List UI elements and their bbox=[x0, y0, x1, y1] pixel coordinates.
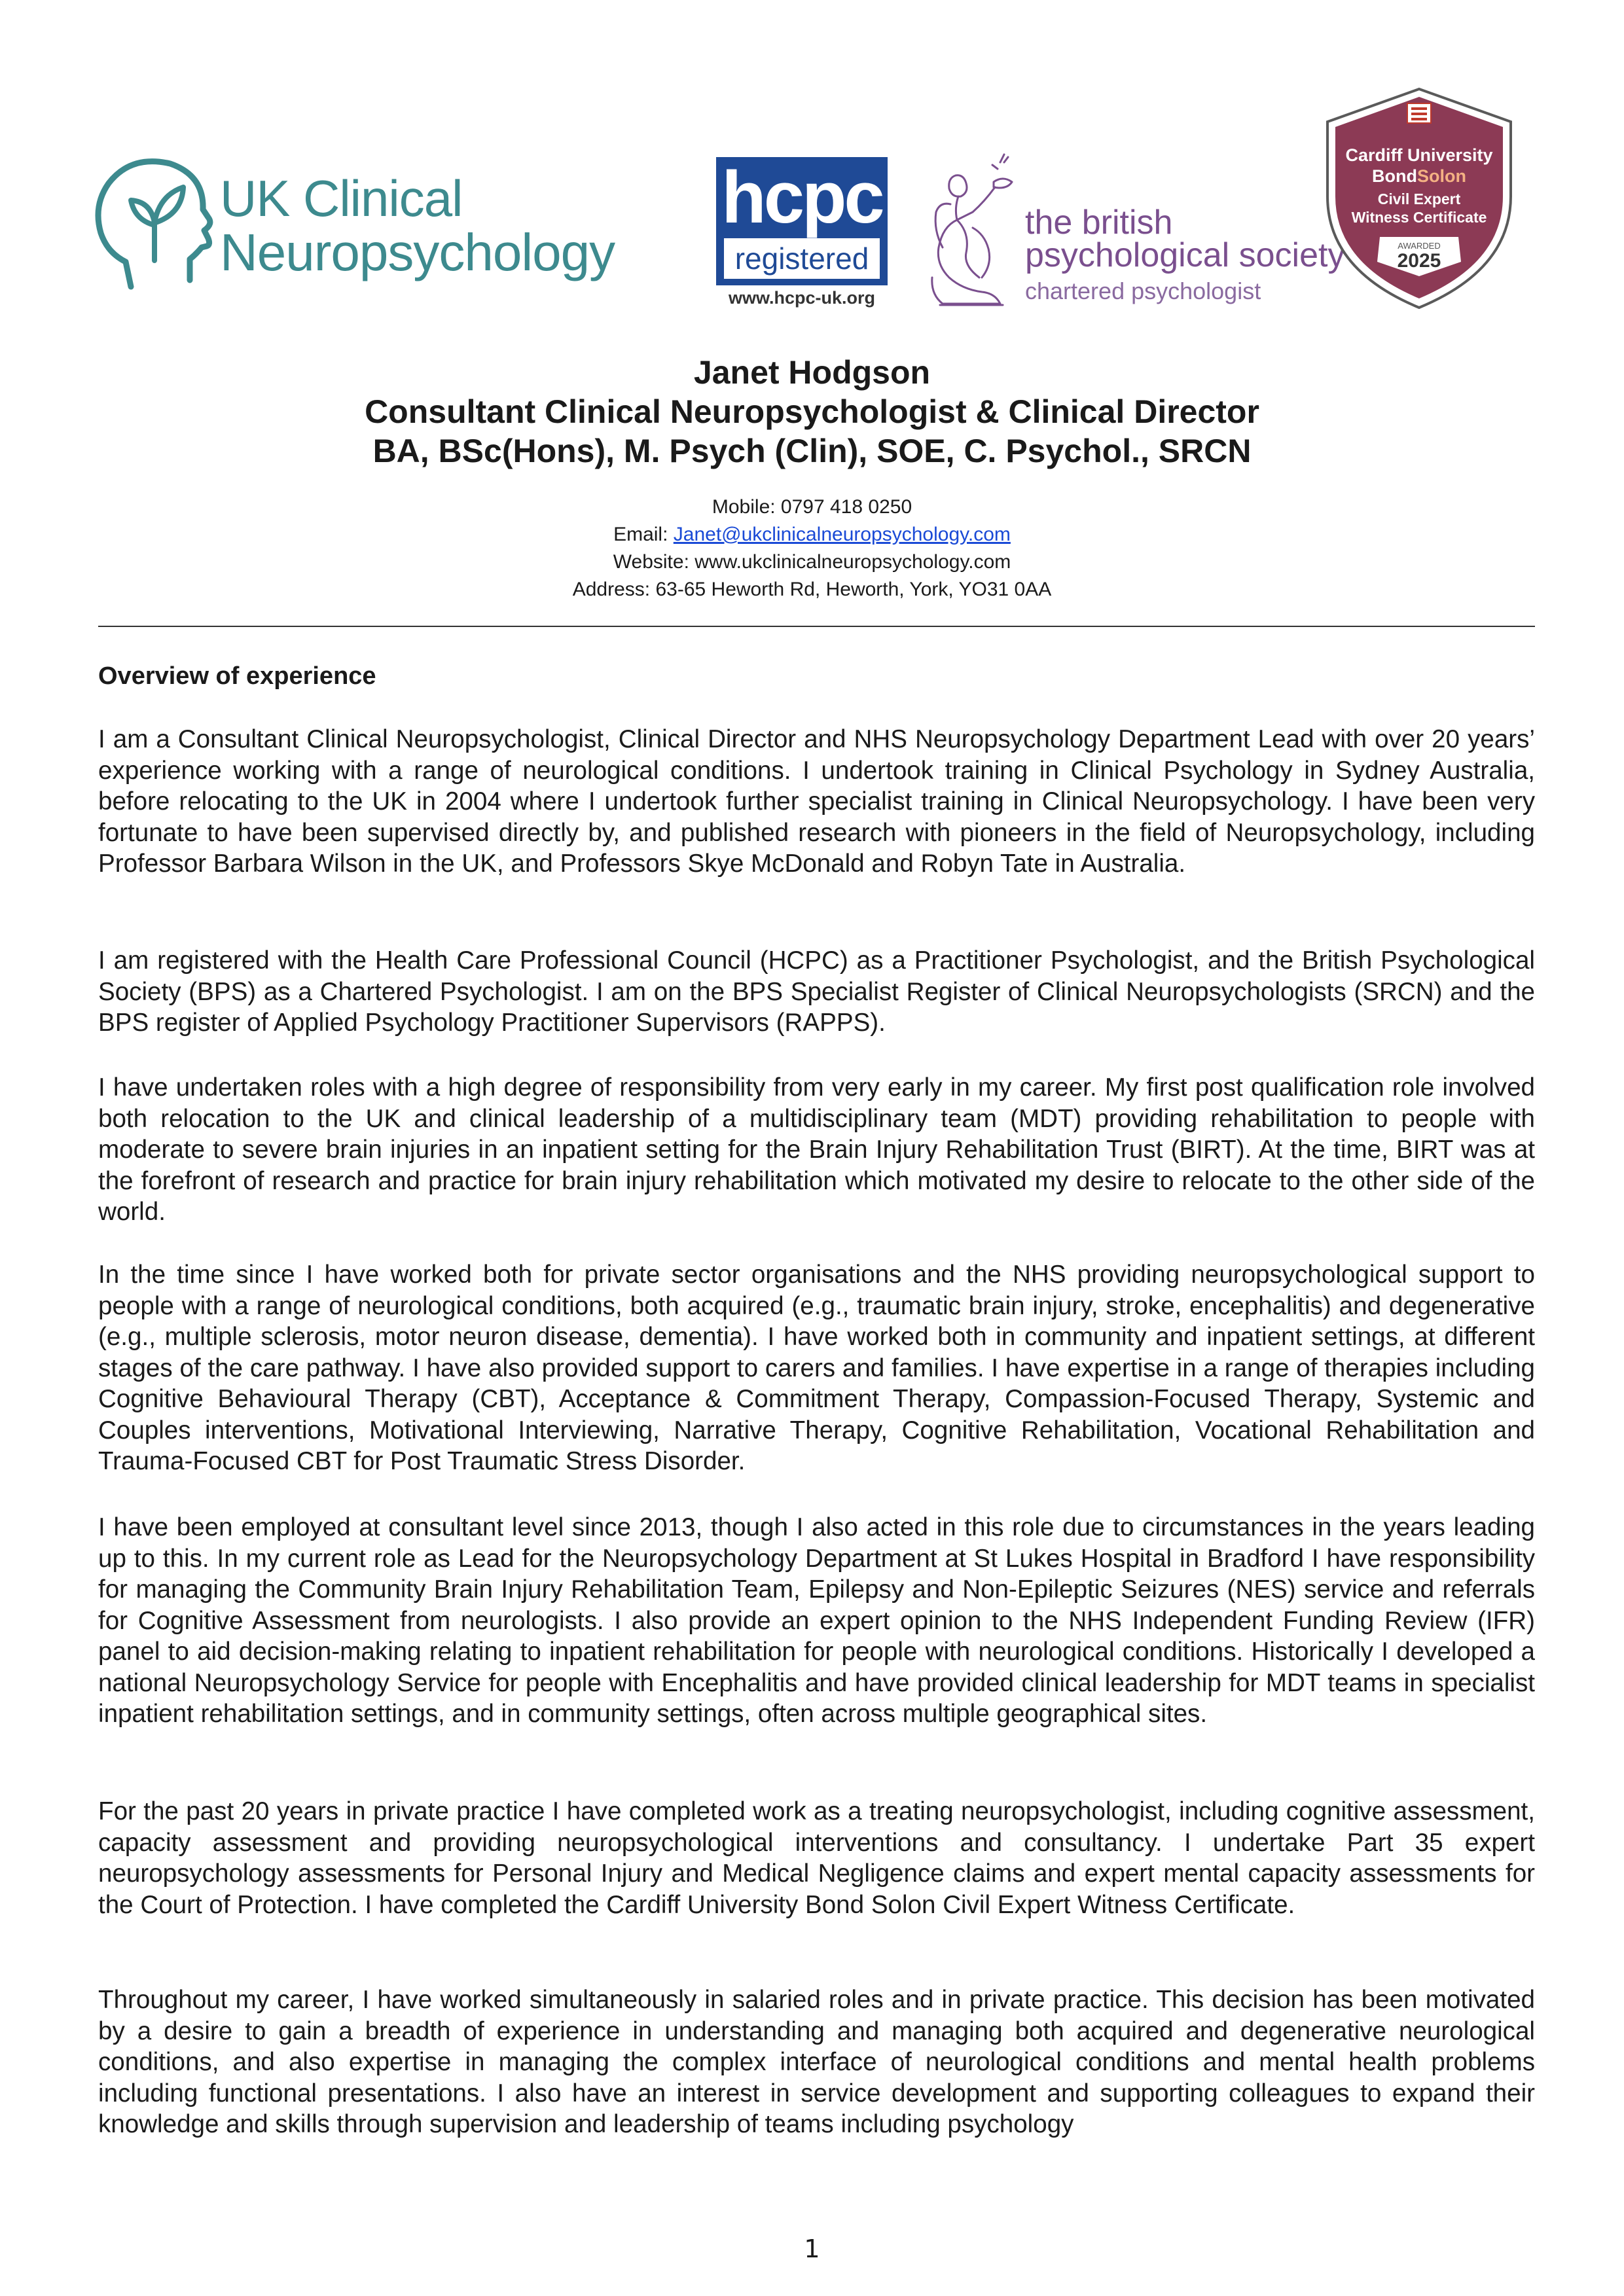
hcpc-registered-logo bbox=[716, 157, 888, 314]
hcpc-logo-registered: registered bbox=[724, 238, 880, 279]
overview-paragraph: I am a Consultant Clinical Neuropsychologist, Clinical Director and NHS Neuropsychology Department Lead with over 20 years’ experience working with a range of neurological conditions. I undertook training in Clinical Psychology in Sydney Australia, before relocating to the UK in 2004 where I undertook further specialist training in Clinical Neuropsychology. I have been very fortunate to have been supervised directly by, and published research with pioneers in the field of Neuropsychology, including Professor Barbara Wilson in the UK, and Professors Skye McDonald and Robyn Tate in Australia. bbox=[98, 725, 1535, 878]
psyche-figure-icon bbox=[916, 149, 1021, 313]
address-label: Address: bbox=[572, 579, 656, 600]
contact-address bbox=[0, 579, 1624, 601]
website-url: www.ukclinicalneuropsychology.com bbox=[695, 551, 1011, 573]
address-value: 63-65 Heworth Rd, Heworth, York, YO31 0AA bbox=[655, 579, 1052, 600]
uk-clinical-logo-line1: UK Clinical bbox=[220, 170, 463, 227]
contact-mobile bbox=[0, 496, 1624, 518]
website-label: Website: bbox=[613, 551, 695, 573]
cardiff-badge-year: 2025 bbox=[1397, 250, 1441, 272]
contact-email bbox=[0, 524, 1624, 546]
overview-paragraph: I have undertaken roles with a high degree of responsibility from very early in my career. My first post qualification role involved both relocation to the UK and clinical leadership of a multidisciplinary team (MDT) providing rehabilitation to people with moderate to severe brain injuries in an inpatient setting for the Brain Injury Rehabilitation Trust (BIRT). At the time, BIRT was at the forefront of research and practice for brain injury rehabilitation which motivated my desire to relocate to the other side of the world. bbox=[98, 1073, 1535, 1226]
head-sprout-icon bbox=[92, 149, 229, 293]
uk-clinical-logo-line2: Neuropsychology bbox=[220, 223, 615, 281]
cardiff-badge-line3: Civil Expert bbox=[1377, 190, 1461, 207]
cardiff-badge-line4: Witness Certificate bbox=[1351, 209, 1487, 226]
header-divider bbox=[98, 626, 1535, 627]
overview-paragraph: I have been employed at consultant level since 2013, though I also acted in this role due to circumstances in the years leading up to this. In my current role as Lead for the Neuropsychology Department at St Lukes Hospital in Bradford I have responsibility for managing the Community Brain Injury Rehabilitation Team, Epilepsy and Non-Epileptic Seizures (NES) service and referrals for Cognitive Assessment from neurologists. I also provide an expert opinion to the NHS Independent Funding Review (IFR) panel to aid decision-making relating to inpatient rehabilitation for people with neurological conditions. Historically I developed a national Neuropsychology Service for people with Encephalitis and have provided clinical leadership for MDT teams in specialist inpatient rehabilitation settings, and in community settings, often across multiple geographical sites. bbox=[98, 1513, 1535, 1728]
practitioner-name: Janet Hodgson bbox=[693, 354, 931, 391]
practitioner-title: Consultant Clinical Neuropsychologist & Clinical Director bbox=[365, 393, 1259, 430]
email-label: Email: bbox=[613, 524, 674, 545]
bps-logo-line1: the british bbox=[1025, 204, 1173, 242]
hcpc-logo-box bbox=[716, 157, 888, 285]
uk-clinical-neuropsychology-logo bbox=[92, 149, 615, 293]
cardiff-bond-solon-badge bbox=[1321, 85, 1517, 311]
cardiff-badge-bond: Bond bbox=[1372, 166, 1417, 186]
cardiff-badge-solon: Solon bbox=[1416, 166, 1466, 186]
mobile-label: Mobile: bbox=[712, 496, 781, 518]
overview-paragraph: For the past 20 years in private practice I have completed work as a treating neuropsychologist, including cognitive assessment, capacity assessment and providing neuropsychological interventions and consultancy. I undertake Part 35 expert neuropsychology assessments for Personal Injury and Medical Negligence claims and expert mental capacity assessments for the Court of Protection. I have completed the Cardiff University Bond Solon Civil Expert Witness Certificate. bbox=[98, 1797, 1535, 1919]
overview-paragraph: Throughout my career, I have worked simultaneously in salaried roles and in private practice. This decision has been motivated by a desire to gain a breadth of experience in understanding and managing both acquired and degenerative neurological conditions, and also expertise in managing the complex interface of neurological conditions and mental health problems including functional presentations. I also have an interest in service development and supporting colleagues to expand their knowledge and skills through supervision and leadership of teams including psychology bbox=[98, 1986, 1535, 2138]
svg-text:BondSolon bbox=[1372, 166, 1466, 186]
email-link[interactable]: Janet@ukclinicalneuropsychology.com bbox=[673, 524, 1011, 545]
overview-paragraph: I am registered with the Health Care Professional Council (HCPC) as a Practitioner Psychologist, and the British Psychological Society (BPS) as a Chartered Psychologist. I am on the BPS Specialist Register of Clinical Neuropsychologists (SRCN) and the BPS register of Applied Psychology Practitioner Supervisors (RAPPS). bbox=[98, 946, 1535, 1037]
mobile-number: 0797 418 0250 bbox=[780, 496, 912, 518]
hcpc-logo-url: www.hcpc-uk.org bbox=[728, 288, 875, 308]
page-number: 1 bbox=[804, 2234, 820, 2263]
bps-logo-line3: chartered psychologist bbox=[1025, 278, 1261, 304]
practitioner-qualifications: BA, BSc(Hons), M. Psych (Clin), SOE, C. Psychol., SRCN bbox=[372, 433, 1252, 469]
cardiff-badge-line1: Cardiff University bbox=[1345, 145, 1493, 165]
overview-paragraph: In the time since I have worked both for private sector organisations and the NHS providing neuropsychological support to people with a range of neurological conditions, both acquired (e.g., traumatic brain injury, stroke, encephalitis) and degenerative (e.g., multiple sclerosis, motor neuron disease, dementia). I have worked both in community and inpatient settings, at different stages of the care pathway. I have also provided support to carers and families. I have expertise in a range of therapies including Cognitive Behavioural Therapy (CBT), Acceptance & Commitment Therapy, Compassion-Focused Therapy, Systemic and Couples interventions, Motivational Interviewing, Narrative Therapy, Cognitive Rehabilitation, Vocational Rehabilitation and Trauma-Focused CBT for Post Traumatic Stress Disorder. bbox=[98, 1261, 1535, 1475]
cardiff-badge-awarded: AWARDED bbox=[1398, 241, 1441, 251]
overview-heading: Overview of experience bbox=[98, 662, 376, 690]
bps-logo-line2: psychological society bbox=[1025, 236, 1345, 274]
contact-website bbox=[0, 551, 1624, 573]
british-psychological-society-logo bbox=[916, 149, 1345, 313]
hcpc-logo-word: hcpc bbox=[721, 156, 882, 238]
